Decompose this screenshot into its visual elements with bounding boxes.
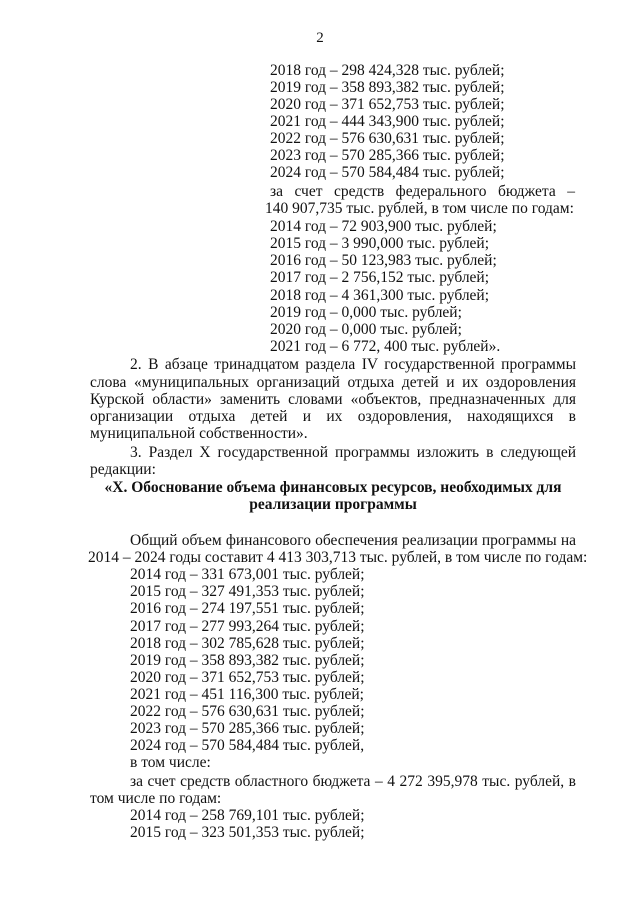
paragraph-line: организации отдыха детей и их оздоровления, находящихся в	[90, 408, 576, 425]
year-line: 2018 год – 4 361,300 тыс. рублей;	[270, 287, 490, 304]
year-line: 2022 год – 576 630,631 тыс. рублей;	[270, 130, 505, 147]
year-line: 2015 год – 3 990,000 тыс. рублей;	[270, 235, 490, 252]
total-line: 2014 – 2024 годы составит 4 413 303,713 тыс. рублей, в том числе по годам:	[88, 549, 588, 566]
year-line: 2015 год – 327 491,353 тыс. рублей;	[130, 583, 365, 600]
page-number: 2	[316, 30, 324, 46]
year-line: 2021 год – 444 343,900 тыс. рублей;	[270, 113, 505, 130]
regional-line: том числе по годам:	[90, 790, 222, 807]
regional-line: за счет средств областного бюджета – 4 272 395,978 тыс. рублей, в	[130, 773, 576, 790]
federal-intro-line: за счет средств федерального бюджета –	[270, 183, 575, 200]
year-line: 2018 год – 302 785,628 тыс. рублей;	[130, 635, 365, 652]
year-line: 2023 год – 570 285,366 тыс. рублей;	[130, 720, 365, 737]
section-heading: «X. Обоснование объема финансовых ресурсов, необходимых для	[104, 479, 562, 496]
paragraph-line: слова «муниципальных организаций отдыха детей и их оздоровления	[90, 374, 576, 391]
in-total-label: в том числе:	[130, 754, 211, 771]
year-line: 2020 год – 371 652,753 тыс. рублей;	[270, 96, 505, 113]
year-line: 2014 год – 331 673,001 тыс. рублей;	[130, 566, 365, 583]
paragraph-line: муниципальной собственности».	[90, 425, 308, 442]
year-line: 2017 год – 2 756,152 тыс. рублей;	[270, 269, 490, 286]
year-line: 2023 год – 570 285,366 тыс. рублей;	[270, 147, 505, 164]
year-line: 2016 год – 274 197,551 тыс. рублей;	[130, 600, 365, 617]
year-line: 2014 год – 72 903,900 тыс. рублей;	[270, 218, 497, 235]
year-line: 2018 год – 298 424,328 тыс. рублей;	[270, 62, 505, 79]
federal-intro-line: 140 907,735 тыс. рублей, в том числе по годам:	[265, 200, 574, 217]
year-line: 2022 год – 576 630,631 тыс. рублей;	[130, 703, 365, 720]
paragraph-line: Курской области» заменить словами «объектов, предназначенных для	[90, 391, 576, 408]
paragraph-line: редакции:	[90, 461, 156, 478]
year-line: 2019 год – 0,000 тыс. рублей;	[270, 304, 462, 321]
paragraph-line: 2. В абзаце тринадцатом раздела IV государственной программы	[130, 356, 576, 373]
year-line: 2015 год – 323 501,353 тыс. рублей;	[130, 824, 365, 841]
year-line: 2024 год – 570 584,484 тыс. рублей;	[270, 164, 505, 181]
year-line: 2017 год – 277 993,264 тыс. рублей;	[130, 618, 365, 635]
year-line: 2020 год – 0,000 тыс. рублей;	[270, 321, 462, 338]
year-line: 2019 год – 358 893,382 тыс. рублей;	[270, 79, 505, 96]
section-heading: реализации программы	[249, 496, 417, 513]
year-line: 2020 год – 371 652,753 тыс. рублей;	[130, 669, 365, 686]
year-line: 2024 год – 570 584,484 тыс. рублей,	[130, 737, 365, 754]
year-line: 2021 год – 6 772, 400 тыс. рублей».	[270, 338, 501, 355]
year-line: 2014 год – 258 769,101 тыс. рублей;	[130, 807, 365, 824]
year-line: 2016 год – 50 123,983 тыс. рублей;	[270, 252, 497, 269]
year-line: 2019 год – 358 893,382 тыс. рублей;	[130, 652, 365, 669]
total-line: Общий объем финансового обеспечения реализации программы на	[130, 532, 576, 549]
paragraph-line: 3. Раздел X государственной программы изложить в следующей	[130, 444, 576, 461]
year-line: 2021 год – 451 116,300 тыс. рублей;	[130, 686, 364, 703]
